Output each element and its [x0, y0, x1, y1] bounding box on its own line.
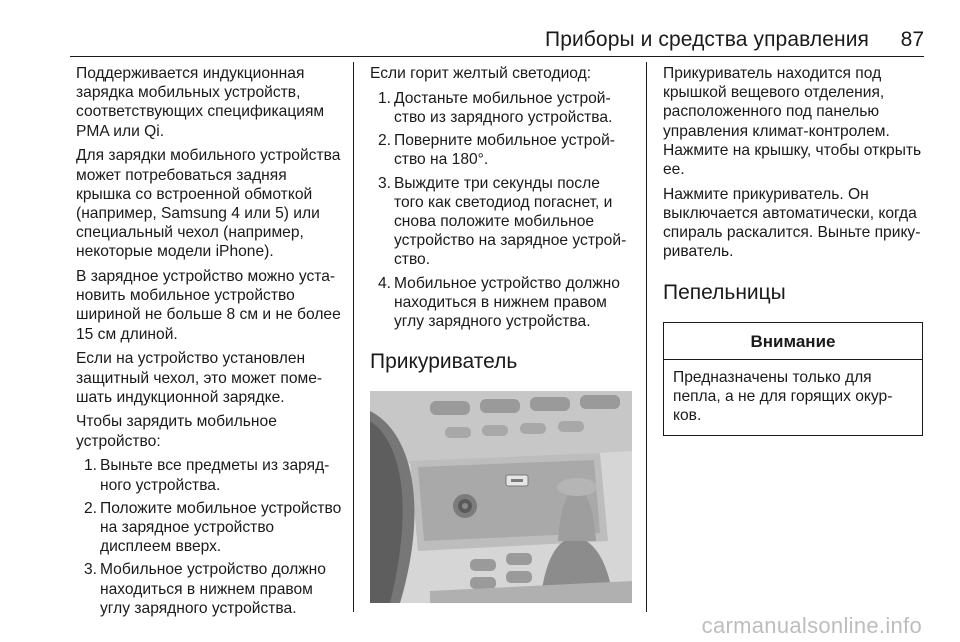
charging-steps-list	[76, 456, 344, 618]
list-item-text: Положите мобильное устройство на зарядное устройство дисплеем вверх.	[100, 499, 342, 556]
list-number: 2.	[84, 499, 98, 517]
list-number: 3.	[378, 174, 392, 192]
list-item-text: Мобильное устройство должно находиться в нижнем правом углу зарядного устройства.	[394, 274, 620, 330]
paragraph: Поддерживается индукционная зарядка мобильных устройств, соответствующих спецификациям PMA или Qi.	[76, 65, 325, 140]
page-number: 87	[900, 28, 924, 51]
list-number: 3.	[84, 561, 98, 579]
column-1	[76, 64, 344, 623]
header-rule	[70, 56, 924, 57]
section-heading-cigarette-lighter: Прикуриватель	[370, 350, 518, 374]
list-item-text: Мобильное устройство должно находиться в нижнем правом углу зарядного устройства.	[100, 561, 326, 617]
list-number: 4.	[378, 274, 392, 292]
column-2	[370, 64, 632, 603]
column-divider-2	[646, 62, 647, 612]
list-item-text: Поверните мобильное устройство на 180°.	[394, 132, 615, 169]
paragraph: Для зарядки мобильного устройства может потребоваться задняя крышка со встроенной обмоткой (например, Samsung 4 или 5) или специальный чехол (например, некоторые модели iPhone).	[76, 147, 341, 261]
list-number: 1.	[378, 89, 392, 107]
warning-text: Предназначены только для пепла, а не для горящих окурков.	[673, 368, 893, 425]
warning-title: Внимание	[664, 323, 922, 360]
watermark: carmanualsonline.info	[701, 613, 922, 638]
led-steps-list	[370, 89, 632, 331]
paragraph: Если на устройство установлен защитный чехол, это может помешать индукционной зарядке.	[76, 350, 323, 406]
paragraph: Нажмите прикуриватель. Он выключается автоматически, когда спираль раскалится. Выньте прикуриватель.	[663, 185, 921, 261]
cigarette-lighter-illustration	[370, 391, 632, 603]
list-item-text: Выждите три секунды после того как светодиод погаснет, и снова положите мобильное устройство на зарядное устройство.	[394, 174, 627, 269]
list-item	[370, 274, 632, 332]
list-item-text: Выньте все предметы из зарядного устройства.	[100, 457, 330, 494]
paragraph: Если горит желтый светодиод:	[370, 65, 592, 82]
column-3	[663, 64, 923, 436]
list-item	[76, 499, 344, 557]
list-item	[76, 456, 344, 494]
list-item	[370, 174, 632, 270]
list-item	[76, 560, 344, 618]
list-item-text: Достаньте мобильное устройство из зарядного устройства.	[394, 89, 613, 126]
list-item	[370, 131, 632, 169]
section-heading-ashtrays: Пепельницы	[663, 280, 786, 304]
paragraph: Чтобы зарядить мобильное устройство:	[76, 413, 277, 450]
page-title: Приборы и средства управления	[545, 28, 870, 51]
warning-box	[663, 322, 923, 437]
column-divider-1	[353, 62, 354, 612]
paragraph: В зарядное устройство можно установить мобильное устройство шириной не больше 8 см и не более 15 см длиной.	[76, 268, 341, 343]
list-item	[370, 89, 632, 127]
console-illustration	[370, 391, 632, 603]
list-number: 1.	[84, 457, 98, 475]
paragraph: Прикуриватель находится под крышкой вещевого отделения, расположенного под панелью управления климат-контролем. Нажмите на крышку, чтобы открыть ее.	[663, 65, 922, 179]
list-number: 2.	[378, 132, 392, 150]
